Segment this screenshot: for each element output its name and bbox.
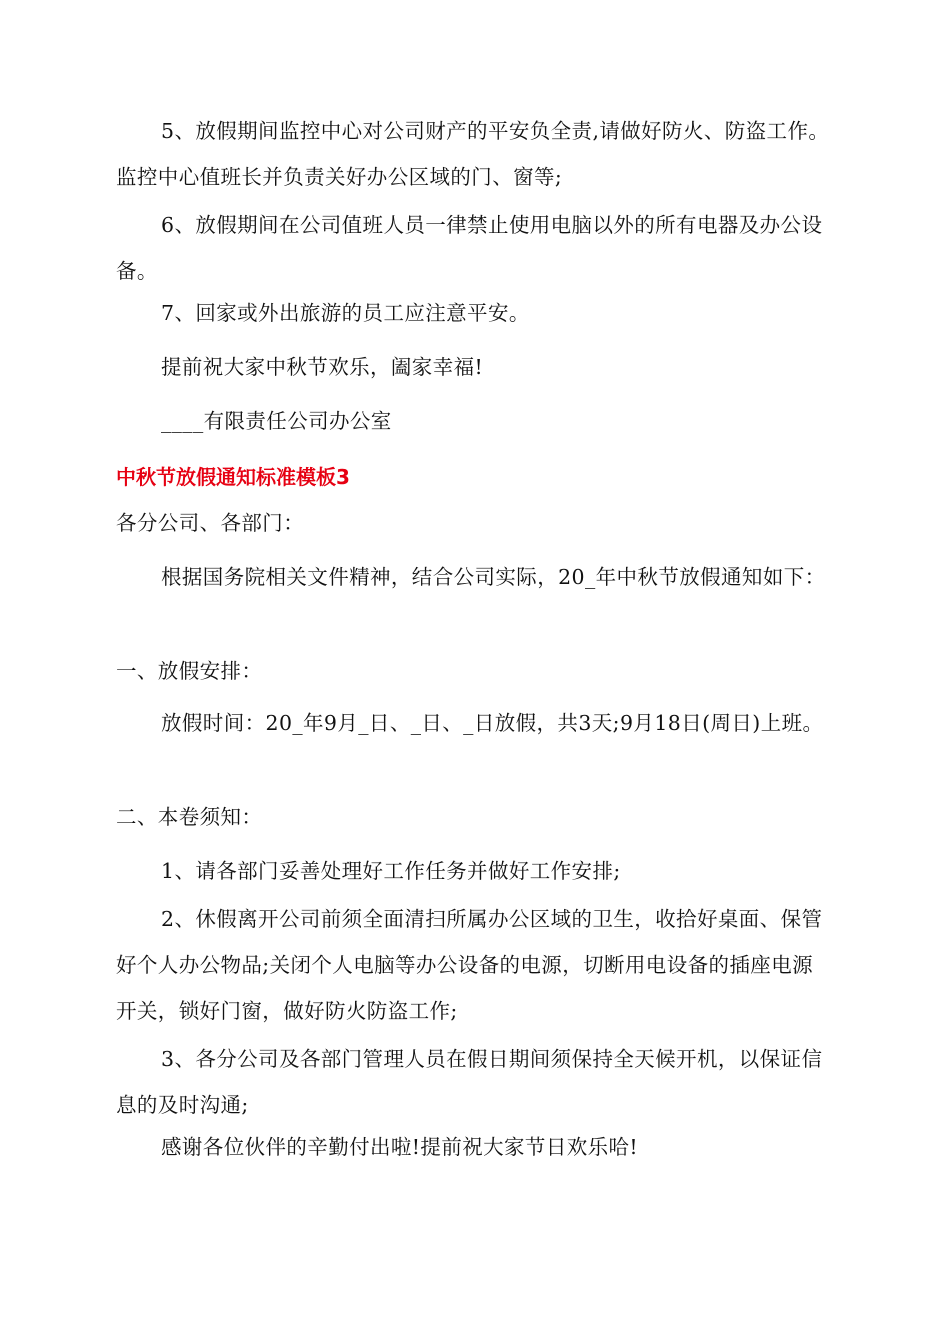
closing-paragraph: 感谢各位伙伴的辛勤付出啦!提前祝大家节日欢乐哈! (161, 1135, 639, 1159)
holiday-time-paragraph: 放假时间：20_年9月_日、_日、_日放假，共3天;9月18日(周日)上班。 (161, 711, 824, 735)
note-item-1: 1、请各部门妥善处理好工作任务并做好工作安排; (161, 859, 621, 883)
greeting-paragraph: 提前祝大家中秋节欢乐，阖家幸福! (161, 355, 484, 379)
section-heading-schedule: 一、放假安排： (116, 659, 263, 683)
intro-paragraph: 根据国务院相关文件精神，结合公司实际，20_年中秋节放假通知如下： (161, 565, 826, 589)
section-heading-notes: 二、本卷须知： (116, 805, 263, 829)
note-item-2: 2、休假离开公司前须全面清扫所属办公区域的卫生，收拾好桌面、保管好个人办公物品;关闭个人电脑等办公设备的电源，切断用电设备的插座电源开关，锁好门窗，做好防火防盗工作; (116, 907, 823, 1023)
salutation: 各分公司、各部门： (116, 511, 305, 535)
note-item-3: 3、各分公司及各部门管理人员在假日期间须保持全天候开机，以保证信息的及时沟通; (116, 1047, 823, 1117)
signature-line: ____有限责任公司办公室 (161, 409, 392, 433)
section-heading: 中秋节放假通知标准模板3 (116, 465, 350, 489)
paragraph-item-7: 7、回家或外出旅游的员工应注意平安。 (161, 301, 530, 325)
paragraph-item-5: 5、放假期间监控中心对公司财产的平安负全责,请做好防火、防盗工作。监控中心值班长并负责关好办公区域的门、窗等; (116, 119, 830, 189)
paragraph-item-6: 6、放假期间在公司值班人员一律禁止使用电脑以外的所有电器及办公设备。 (116, 213, 823, 283)
